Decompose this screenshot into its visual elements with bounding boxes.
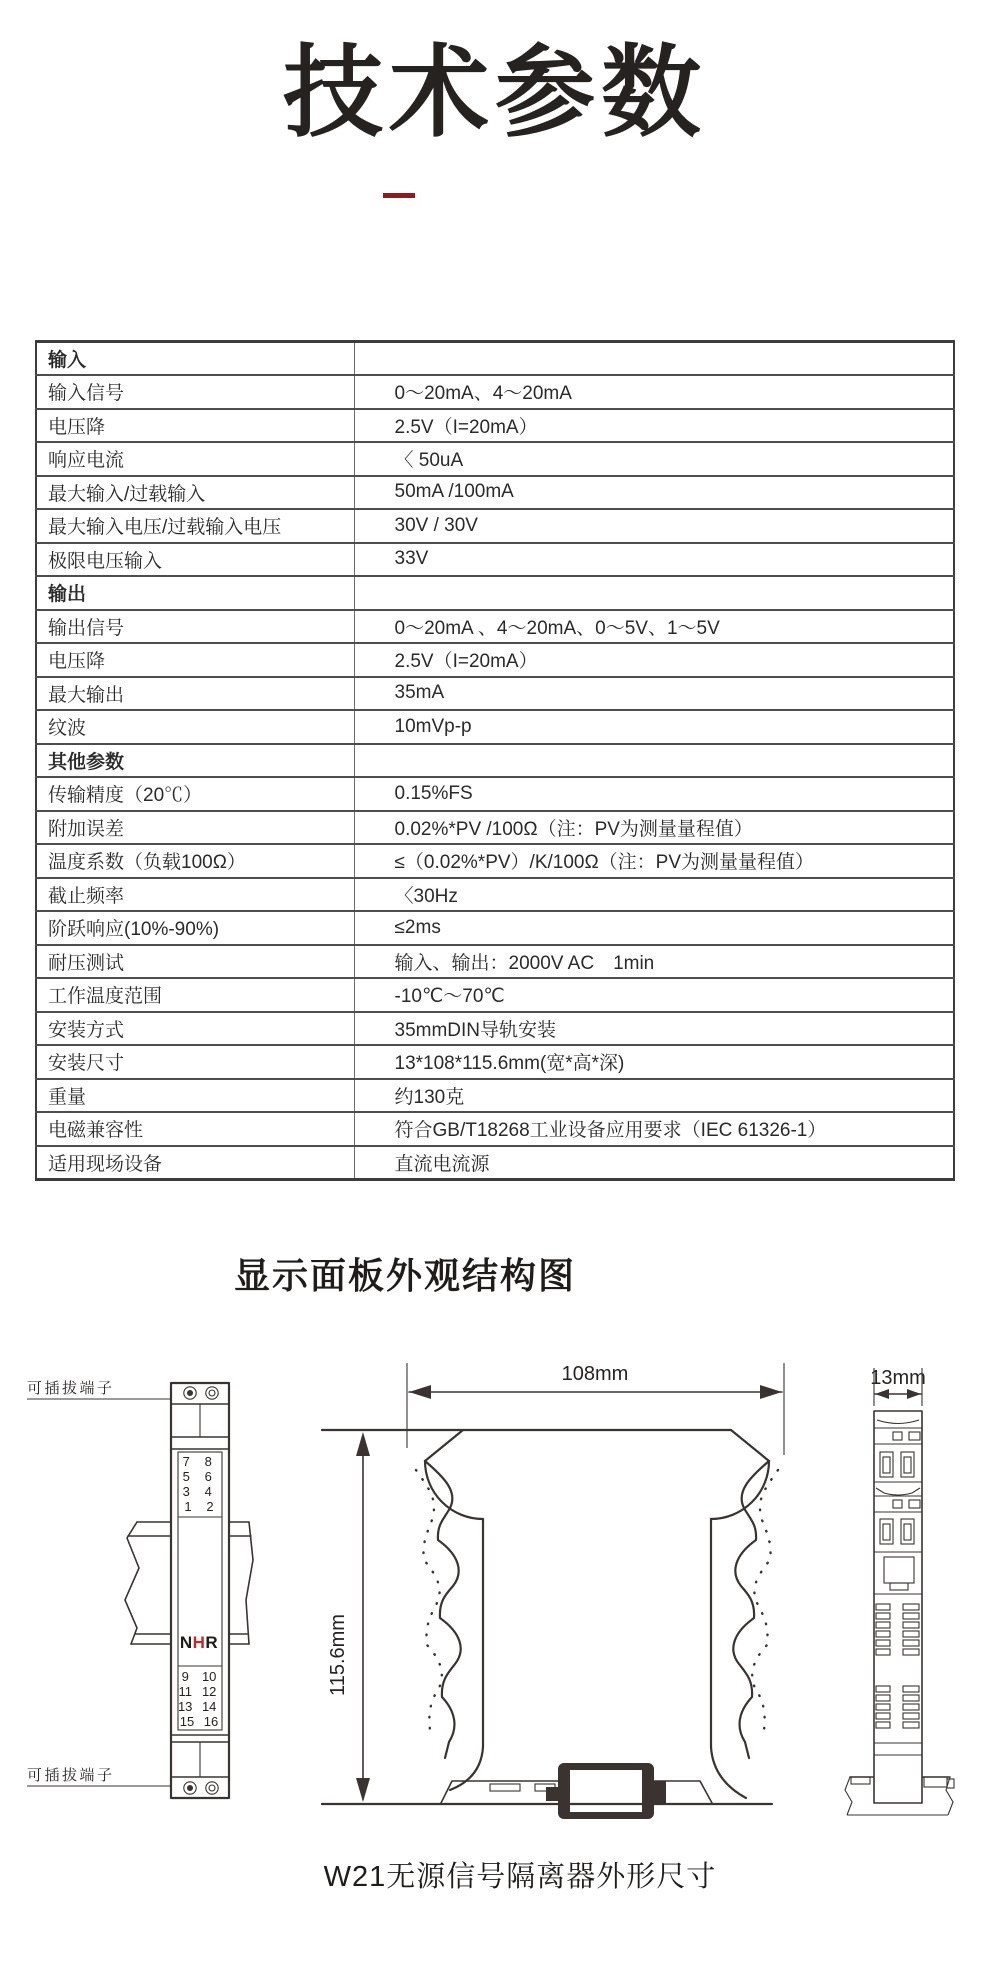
table-cell: 0.02%*PV /100Ω（注：PV为测量量程值） [354,811,954,845]
table-cell: 最大输入电压/过载输入电压 [36,509,354,543]
table-row [36,543,954,577]
table-cell: 输入、输出：2000V AC 1min [354,945,954,979]
table-cell: ≤（0.02%*PV）/K/100Ω（注：PV为测量量程值） [354,844,954,878]
table-cell: 纹波 [36,710,354,744]
table-cell: 输入 [36,342,354,376]
table-cell: 0.15%FS [354,777,954,811]
svg-text:7 5: 7 5 3 1 [182,1454,192,1514]
table-row [36,744,954,778]
table-cell: 〈30Hz [354,878,954,912]
table-cell: 33V [354,543,954,577]
dim-thickness-label: 13mm [870,1367,926,1389]
table-cell: 13*108*115.6mm(宽*高*深) [354,1045,954,1079]
table-cell: 阶跃响应(10%-90%) [36,911,354,945]
brand-logo: NHR [179,1633,219,1652]
diagram-caption: W21无源信号隔离器外形尺寸 [323,1861,717,1893]
pluggable-terminal-label-top: 可插拔端子 [27,1380,115,1397]
device-edge-body [874,1411,922,1803]
table-cell: 约130克 [354,1079,954,1113]
dim-depth-label: 115.6mm [327,1614,349,1696]
dim-width-label: 108mm [561,1363,629,1385]
table-cell: 2.5V（I=20mA） [354,409,954,443]
spec-table-body [36,342,954,1180]
stipple-right [752,1470,778,1730]
bottom-connector-plug [546,1763,666,1819]
table-cell [354,342,954,376]
edge-view-figure [845,1367,954,1815]
front-view-figure [27,1379,253,1798]
table-cell: 传输精度（20℃） [36,777,354,811]
table-cell: 极限电压输入 [36,543,354,577]
table-row [36,1045,954,1079]
table-row [36,409,954,443]
table-row [36,978,954,1012]
table-row [36,476,954,510]
table-row [36,643,954,677]
table-row [36,342,954,376]
table-row [36,911,954,945]
table-cell: 10mVp-p [354,710,954,744]
table-cell: 35mmDIN导轨安装 [354,1012,954,1046]
stipple-left [416,1470,442,1730]
table-row [36,777,954,811]
table-row [36,878,954,912]
table-cell: ≤2ms [354,911,954,945]
svg-text:10 12: 10 12 14 16 [201,1669,219,1729]
table-row [36,811,954,845]
table-cell: 安装尺寸 [36,1045,354,1079]
table-row [36,375,954,409]
table-cell: 0～20mA 、4～20mA、0～5V、1～5V [354,610,954,644]
table-cell: 工作温度范围 [36,978,354,1012]
dimension-arrow [409,1385,431,1399]
table-row [36,576,954,610]
front-panel [178,1452,222,1730]
table-cell: 最大输出 [36,677,354,711]
section-heading: 显示面板外观结构图 [233,1255,576,1296]
table-cell: -10℃～70℃ [354,978,954,1012]
table-cell: 耐压测试 [36,945,354,979]
table-cell: 适用现场设备 [36,1146,354,1180]
rail-break-line [125,1522,139,1644]
table-cell: 0～20mA、4～20mA [354,375,954,409]
table-cell: 温度系数（负载100Ω） [36,844,354,878]
device-front [171,1383,229,1798]
table-cell: 50mA /100mA [354,476,954,510]
table-cell [354,744,954,778]
dimension-arrow [760,1385,782,1399]
table-row [36,844,954,878]
screw-terminal-icon [206,1387,218,1399]
dimension-arrow [875,1389,889,1399]
table-row [36,1112,954,1146]
svg-text:9 11: 9 11 13 15 [177,1669,195,1729]
table-row [36,677,954,711]
table-cell: 直流电流源 [354,1146,954,1180]
page-title: 技术参数 [283,37,707,149]
dimension-arrow [356,1432,370,1456]
dimension-width [407,1363,784,1455]
table-cell: 输入信号 [36,375,354,409]
table-cell: 电磁兼容性 [36,1112,354,1146]
table-cell: 最大输入/过载输入 [36,476,354,510]
spec-table [35,340,955,1181]
dimension-arrow [356,1778,370,1802]
table-cell: 安装方式 [36,1012,354,1046]
table-cell: 〈 50uA [354,442,954,476]
scallop-edge-left [425,1461,461,1758]
table-cell: 输出 [36,576,354,610]
table-cell: 附加误差 [36,811,354,845]
table-cell: 截止频率 [36,878,354,912]
svg-text:8 6: 8 6 4 2 [204,1454,214,1514]
title-accent-dash [383,193,415,198]
table-cell: 2.5V（I=20mA） [354,643,954,677]
table-cell: 电压降 [36,409,354,443]
table-cell [354,576,954,610]
dimension-thickness [870,1367,926,1406]
table-cell: 电压降 [36,643,354,677]
table-cell: 35mA [354,677,954,711]
outline-drawing [0,1340,990,1885]
table-cell: 其他参数 [36,744,354,778]
table-cell: 重量 [36,1079,354,1113]
dimension-depth [327,1432,370,1802]
table-cell: 30V / 30V [354,509,954,543]
table-row [36,710,954,744]
pluggable-terminal-label-bottom: 可插拔端子 [27,1767,115,1784]
table-cell: 符合GB/T18268工业设备应用要求（IEC 61326-1） [354,1112,954,1146]
screw-terminal-icon [206,1782,218,1794]
table-row [36,1079,954,1113]
table-row [36,945,954,979]
table-row [36,1012,954,1046]
profile-outline [322,1430,778,1803]
table-row [36,610,954,644]
table-row [36,509,954,543]
side-profile-figure [322,1363,784,1819]
table-row [36,442,954,476]
scallop-edge-right [733,1461,769,1758]
table-cell: 输出信号 [36,610,354,644]
table-row [36,1146,954,1180]
dimension-arrow [907,1389,921,1399]
table-cell: 响应电流 [36,442,354,476]
